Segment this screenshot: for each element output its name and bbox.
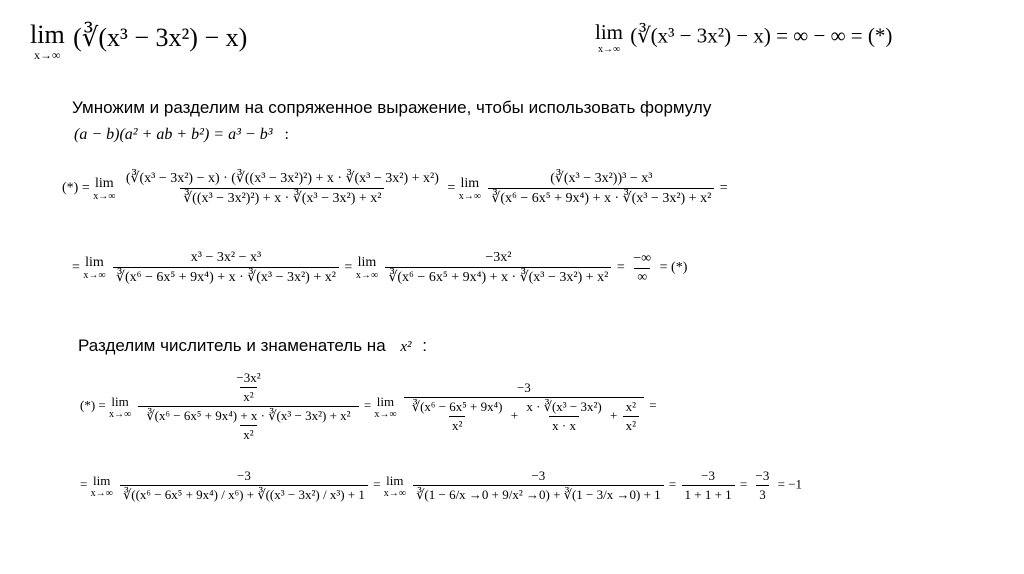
step-1-fraction: $\frac{\text{(∛(x³ − 3x²) − x) · (∛((x³ − 3x²)²) + x · ∛(x³ − 3x²) + x²)}}{\text{∛((x³ − 3x²)²) + x · ∛(x³ − 3x²) + x²}}$ [125, 171, 439, 206]
step-4-fraction: $\frac{-3}{\text{∛((x⁶ − 6x⁵ + 9x⁴) / x⁶) + ∛((x³ − 3x²) / x³) + 1}}$ [120, 468, 368, 503]
step-4-equation: = lim x→∞ $\frac{-3}{\text{∛((x⁶ − 6x⁵ + 9x⁴) / x⁶) + ∛((x³ − 3x²) / x³) + 1}}$ = lim x→∞ $\frac{-3}{\text{∛(1 − 6/x →0 + 9/x² →0) + ∛(1 − 3/x →0) + 1}}$ = $\frac{-3}{1 + 1 + 1}$ = $\frac{-3}{3}$ = −1 [80, 468, 803, 502]
problem-statement [30, 20, 247, 60]
step-1-fraction-2: $\frac{\text{(∛(x³ − 3x²))³ − x³}}{\text{∛(x⁶ − 6x⁵ + 9x⁴) + x · ∛(x³ − 3x²) + x²}}$ [488, 170, 714, 207]
problem-expression: (∛(x³ − 3x²) − x) [73, 22, 248, 52]
step-4-fraction-4: $\frac{-3}{3}$ [755, 468, 770, 502]
final-answer: = −1 [777, 476, 803, 492]
step-1-equation: (*) = lim x→∞ $\frac{\text{(∛(x³ − 3x²) − x) · (∛((x³ − 3x²)²) + x · ∛(x³ − 3x²) + x²)}}{\text{∛((x³ − 3x²)²) + x · ∛(x³ − 3x²) + x²}}$ = lim x→∞ $\frac{\text{(∛(x³ − 3x²))³ − x³}}{\text{∛(x⁶ − 6x⁵ + 9x⁴) + x · ∛(x³ − 3x²) + x²}}$ = [62, 171, 728, 206]
problem-indeterminate: lim x→∞ (∛(x³ − 3x²) − x) = ∞ − ∞ = (*) [595, 20, 893, 55]
infinity-ratio: $\frac{-\infty}{\infty}$ [633, 250, 652, 285]
step-4-fraction-3: $\frac{-3}{1 + 1 + 1}$ [682, 468, 735, 503]
step-2-fraction-2: $\frac{\text{−3x²}}{\text{∛(x⁶ − 6x⁵ + 9x⁴) + x · ∛(x³ − 3x²) + x²}}$ [385, 250, 611, 286]
step-4-fraction-2: $\frac{-3}{\text{∛(1 − 6/x →0 + 9/x² →0) + ∛(1 − 3/x →0) + 1}}$ [413, 468, 664, 503]
step-3-equation: (*) = lim x→∞ $\frac{\frac{\text{−3x²}}{\text{x²}}}{\frac{\text{∛(x⁶ − 6x⁵ + 9x⁴) + x · ∛(x³ − 3x²) + x²}}{\text{x²}}}$ = lim x→∞ −3 $\frac{\text{∛(x⁶ − 6x⁵ + 9x⁴)}}{\text{x²}}$ + $\frac{\text{x · ∛(x³ − 3x²)}}{x \cdot x}$ + $\frac{\text{x²}}{\text{x²}}$ = [80, 370, 657, 442]
step-3-fraction: $\frac{\frac{\text{−3x²}}{\text{x²}}}{\frac{\text{∛(x⁶ − 6x⁵ + 9x⁴) + x · ∛(x³ − 3x²) + x²}}{\text{x²}}}$ [138, 370, 358, 443]
divide-intro-text: Разделим числитель и знаменатель на x² : [78, 336, 428, 355]
step-2-equation: = lim x→∞ $\frac{\text{x³ − 3x² − x³}}{\text{∛(x⁶ − 6x⁵ + 9x⁴) + x · ∛(x³ − 3x²) + x²}}$ = lim x→∞ $\frac{\text{−3x²}}{\text{∛(x⁶ − 6x⁵ + 9x⁴) + x · ∛(x³ − 3x²) + x²}}$ = $\frac{-\infty}{\infty}$ = (*) [72, 250, 688, 285]
multiply-intro-text: Умножим и разделим на сопряженное выражение, чтобы использовать формулу [72, 98, 712, 117]
step-2-fraction: $\frac{\text{x³ − 3x² − x³}}{\text{∛(x⁶ − 6x⁵ + 9x⁴) + x · ∛(x³ − 3x²) + x²}}$ [113, 250, 339, 286]
limit-operator: lim x→∞ [30, 20, 65, 62]
step-3-fraction-2: −3 $\frac{\text{∛(x⁶ − 6x⁵ + 9x⁴)}}{\text{x²}}$ + $\frac{\text{x · ∛(x³ − 3x²)}}{x \cdot x}$ + $\frac{\text{x²}}{\text{x²}}$ [404, 380, 644, 434]
cube-difference-formula: (a − b)(a² + ab + b²) = a³ − b³ : [74, 126, 289, 143]
